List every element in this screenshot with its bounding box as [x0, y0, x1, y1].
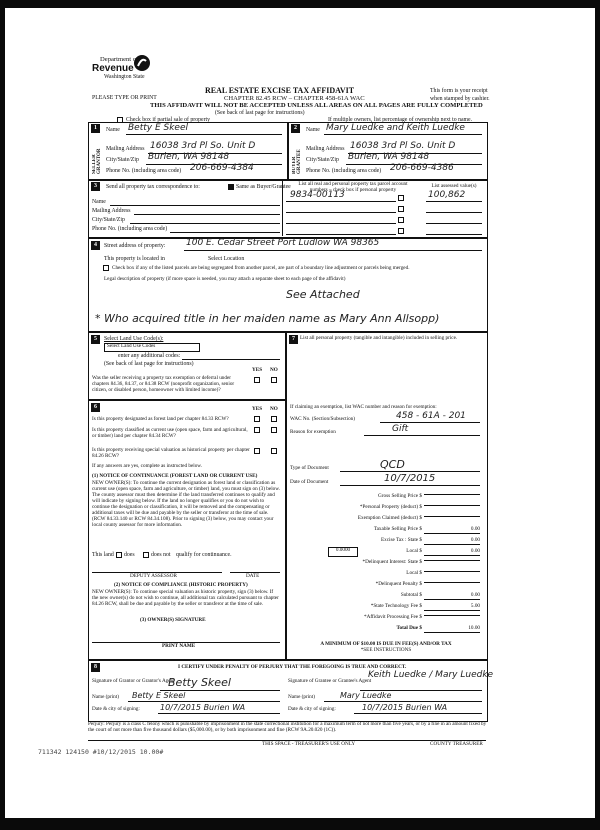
personal-property-deduct-value[interactable] — [424, 505, 480, 506]
gross-selling-label: Gross Selling Price $ — [378, 493, 422, 499]
local-rate-field[interactable]: 0.0000 — [328, 547, 358, 557]
gross-selling-value[interactable] — [424, 494, 480, 495]
additional-codes-line — [182, 359, 280, 360]
grantee-sig-label: Signature of Grantee or Grantee's Agent — [288, 678, 372, 684]
this-land-label: This land — [92, 552, 114, 558]
delinquent-interest-state-label: *Delinquent Interest: State $ — [362, 559, 422, 565]
date-doc-line — [340, 485, 480, 486]
receipt-note-2: when stamped by cashier. — [430, 96, 490, 102]
historic-yes-checkbox[interactable] — [254, 448, 260, 454]
maiden-name-note: * Who acquired title in her maiden name as Mary Ann Allsopp) — [95, 312, 440, 325]
buyer-mailing-value[interactable]: 16038 3rd Pl So. Unit D — [350, 141, 456, 151]
buyer-city-label: City/State/Zip — [306, 157, 339, 163]
assessed-line-3 — [426, 223, 482, 224]
street-address-value[interactable]: 100 E. Cedar Street Port Ludlow WA 98365 — [186, 238, 380, 248]
grantor-sig-label: Signature of Grantor or Grantor's Agent — [92, 678, 175, 684]
reason-line — [364, 435, 480, 436]
footer-rule — [88, 740, 486, 741]
deputy-assessor-label: DEPUTY ASSESSOR — [130, 573, 177, 579]
multiple-owners-note: If multiple owners, list percentage of ownership next to name. — [328, 117, 473, 123]
forest-no-checkbox[interactable] — [271, 416, 277, 422]
date-doc-value[interactable]: 10/7/2015 — [384, 473, 436, 484]
buyer-name-label: Name — [306, 127, 320, 133]
reason-label: Reason for exemption — [290, 429, 336, 435]
send-name-label: Name — [92, 199, 106, 205]
parcel-header-2: numbers – check box if personal property — [309, 187, 397, 193]
parcel-line-3 — [286, 223, 396, 224]
buyer-phone-label: Phone No. (including area code) — [306, 168, 382, 174]
sec5-no-checkbox[interactable] — [271, 377, 277, 383]
grantee-signature[interactable]: Keith Luedke / Mary Luedke — [368, 670, 494, 680]
parcel-header-1: List all real and personal property tax parcel account — [298, 181, 408, 187]
scan-left-edge — [0, 0, 5, 830]
receipt-note-1: This form is your receipt — [430, 88, 488, 94]
segregated-checkbox[interactable] — [103, 265, 109, 271]
grantor-date-value[interactable]: 10/7/2015 Burien WA — [160, 703, 246, 712]
buyer-name-value[interactable]: Mary Luedke and Keith Luedke — [326, 123, 465, 133]
county-treasurer-label: COUNTY TREASURER — [430, 741, 483, 747]
personal-property-deduct-label: *Personal Property (deduct) $ — [359, 504, 422, 510]
seller-name-value[interactable]: Betty E Skeel — [128, 123, 189, 133]
date-doc-label: Date of Document — [290, 479, 329, 485]
land-use-label: Select Land Use Code(s): — [104, 336, 164, 342]
exemption-claimed-value[interactable] — [424, 516, 480, 517]
print-name-label: PRINT NAME — [162, 643, 196, 649]
subtotal-label: Subtotal $ — [400, 592, 422, 598]
certify-statement: I CERTIFY UNDER PENALTY OF PERJURY THAT THE FOREGOING IS TRUE AND CORRECT. — [178, 664, 407, 670]
seller-side-label: SELLER GRANTOR — [92, 148, 102, 174]
sec5-no-header: NO — [270, 367, 278, 373]
technology-fee-label: *State Technology Fee $ — [370, 603, 422, 609]
send-mailing-label: Mailing Address — [92, 208, 131, 214]
buyer-side-label: BUYER GRANTEE — [292, 149, 302, 174]
treasurer-stamp: 711342 124150 #10/12/2015 10.00# — [38, 748, 164, 756]
land-use-select[interactable]: Select Land Use Codes — [104, 343, 200, 352]
dept-line1: Department of — [100, 56, 139, 63]
assessor-date-label: DATE — [246, 573, 260, 579]
located-in-label: This property is located in — [104, 256, 165, 262]
seller-city-label: City/State/Zip — [106, 157, 139, 163]
legal-description-label: Legal description of property (if more space is needed, you may attach a separate sheet to each page of the affidavit) — [104, 276, 346, 282]
total-due-value: 10.00 — [424, 626, 480, 633]
buyer-name-line — [324, 134, 482, 135]
seller-name-label: Name — [106, 127, 120, 133]
seller-city-value[interactable]: Burien, WA 98148 — [148, 152, 230, 162]
current-use-yes-checkbox[interactable] — [254, 427, 260, 433]
seller-mailing-label: Mailing Address — [106, 146, 145, 152]
assessed-line-2 — [426, 212, 482, 213]
section-number-6: 6 — [91, 403, 100, 412]
delinquent-interest-state-value[interactable] — [424, 560, 480, 561]
forest-yes-checkbox[interactable] — [254, 416, 260, 422]
type-doc-line — [340, 471, 480, 472]
chapter-line: CHAPTER 82.45 RCW – CHAPTER 458-61A WAC — [224, 95, 365, 102]
current-use-question: Is this property classified as current use (open space, farm and agricultural, or timber) land per chapter 84.34 RCW? — [92, 427, 248, 439]
assessed-line-4 — [426, 234, 482, 235]
section-number-7: 7 — [289, 335, 298, 344]
grantee-date-line — [354, 713, 482, 714]
notice-continuance-body: NEW OWNER(S): To continue the current designation as forest land or classification as current use (open space, farm and agriculture, or timber) land, you must sign on (3) below. The county assessor must then determine if the land transferred continues to qualify and will indicate by signing below. If the land no longer qualifies or you do not wish to continue the designation or classification, it will be removed and the compensating or additional taxes will be due and payable by the seller or transferor at the time of sale. (RCW 84.33.140 or RCW 84.34.108). Prior to signing (3) below, you may contact your local county assessor for more information. — [92, 480, 280, 528]
wac-label: WAC No. (Section/Subsection) — [290, 416, 355, 422]
taxable-price-value: 0.00 — [424, 527, 480, 534]
seller-phone-label: Phone No. (including area code) — [106, 168, 182, 174]
see-back-line: (See back of last page for instructions) — [215, 110, 305, 116]
assessed-value[interactable]: 100,862 — [428, 190, 466, 200]
grantor-name-line — [128, 701, 280, 702]
processing-fee-label: *Affidavit Processing Fee $ — [364, 614, 422, 620]
buyer-phone-value[interactable]: 206-669-4386 — [390, 163, 454, 173]
personal-property-checkbox-1[interactable] — [398, 195, 404, 201]
section-number-4: 4 — [91, 241, 100, 250]
land-use-see-back: (See back of last page for instructions) — [104, 361, 194, 367]
subtotal-value: 0.00 — [424, 593, 480, 600]
buyer-mailing-label: Mailing Address — [306, 146, 345, 152]
personal-property-checkbox-2[interactable] — [398, 206, 404, 212]
treasurer-use-label: THIS SPACE - TREASURER'S USE ONLY — [262, 741, 356, 747]
scan-top-edge — [0, 0, 600, 8]
personal-property-label: List all personal property (tangible and intangible) included in selling price. — [300, 335, 458, 341]
sec5-yes-checkbox[interactable] — [254, 377, 260, 383]
parcel-line-2 — [286, 212, 396, 213]
grantee-date-label: Date & city of signing: — [288, 706, 336, 712]
parcel-value[interactable]: 9834-00113 — [290, 190, 345, 200]
minimum-due-note: A MINIMUM OF $10.00 IS DUE IN FEE(S) AND/OR TAX — [320, 641, 452, 647]
sec6-no-header: NO — [270, 406, 278, 412]
historic-no-checkbox[interactable] — [271, 448, 277, 454]
seller-mailing-value[interactable]: 16038 3rd Pl So. Unit D — [150, 141, 256, 151]
street-address-label: Street address of property: — [104, 243, 166, 249]
send-city-label: City/State/Zip — [92, 217, 125, 223]
page-title: REAL ESTATE EXCISE TAX AFFIDAVIT — [205, 86, 355, 95]
segregated-label: Check box if any of the listed parcels are being segregated from another parcel, are part of a boundary line adjustment or parcels being merged. — [112, 265, 410, 271]
notice-compliance-body: NEW OWNER(S): To continue special valuation as historic property, sign (3) below. If the new owner(s) do not wish to continue, all additional tax calculated pursuant to chapter 84.26 RCW, shall be due and payable by the seller or transferor at the time of sale. — [92, 589, 279, 607]
land-does-not-label: does not — [151, 552, 171, 558]
send-name-line — [110, 205, 280, 206]
send-mailing-line — [134, 214, 280, 215]
delinquent-interest-local-label: Local $ — [406, 570, 422, 576]
same-as-buyer-label: Same as Buyer/Grantee — [236, 184, 291, 190]
qualify-label: qualify for continuance. — [176, 552, 232, 558]
grantee-name-line — [324, 701, 482, 702]
delinquent-penalty-value[interactable] — [424, 582, 480, 583]
delinquent-penalty-label: *Delinquent Penalty $ — [375, 581, 422, 587]
sec5-yes-header: YES — [252, 367, 263, 373]
see-instructions-note: *SEE INSTRUCTIONS — [360, 647, 412, 653]
grantor-signature[interactable]: Betty Skeel — [168, 676, 231, 689]
forest-land-question: Is this property designated as forest land per chapter 84.33 RCW? — [92, 416, 229, 422]
reason-value[interactable]: Gift — [392, 424, 409, 434]
street-address-line — [184, 250, 482, 251]
send-to-label: Send all property tax correspondence to: — [106, 184, 200, 190]
excise-local-label: Local $ — [406, 548, 422, 554]
tax-exemption-question: Was the seller receiving a property tax exemption or deferral under chapters 84.36, 84.37, or 84.38 RCW (nonprofit organization, senior citizen, or disabled person, homeowner with limited income)? — [92, 375, 235, 393]
dept-line2: Revenue — [92, 63, 134, 74]
current-use-no-checkbox[interactable] — [271, 427, 277, 433]
sec6-yes-header: YES — [252, 406, 263, 412]
seller-name-line — [126, 134, 282, 135]
grantor-name-value[interactable]: Betty E Skeel — [132, 691, 186, 700]
send-phone-label: Phone No. (including area code) — [92, 226, 168, 232]
grantor-name-label: Name (print) — [92, 694, 119, 700]
excise-local-value: 0.00 — [424, 549, 480, 556]
additional-codes-label: enter any additional codes: — [118, 353, 181, 359]
personal-property-checkbox-3[interactable] — [398, 217, 404, 223]
grantor-date-line — [158, 713, 280, 714]
see-attached-value[interactable]: See Attached — [286, 288, 360, 301]
land-does-checkbox[interactable] — [116, 552, 122, 558]
land-does-not-checkbox[interactable] — [143, 552, 149, 558]
same-as-buyer-checkbox[interactable] — [228, 184, 234, 190]
grantee-name-value[interactable]: Mary Luedke — [340, 691, 392, 700]
notice-compliance-title: (2) NOTICE OF COMPLIANCE (HISTORIC PROPERTY) — [114, 582, 248, 588]
section-number-8: 8 — [91, 663, 100, 672]
total-due-label: Total Due $ — [396, 625, 422, 631]
section-number-5: 5 — [91, 335, 100, 344]
assessed-header: List assessed value(s) — [431, 183, 477, 189]
wac-line — [380, 422, 480, 423]
exemption-claimed-label: Exemption Claimed (deduct) $ — [357, 515, 422, 521]
historic-question: Is this property receiving special valuation as historical property per chapter 84.26 RCW? — [92, 447, 250, 459]
parcel-line-1 — [286, 201, 396, 202]
send-city-line — [130, 223, 280, 224]
parcel-line-4 — [286, 234, 396, 235]
if-any-yes: If any answers are yes, complete as instructed below. — [92, 463, 203, 469]
section-number-2: 2 — [291, 124, 300, 133]
section-number-1: 1 — [91, 124, 100, 133]
buyer-city-value[interactable]: Burien, WA 98148 — [348, 152, 430, 162]
land-does-label: does — [124, 552, 135, 558]
excise-state-value: 0.00 — [424, 538, 480, 545]
please-type: PLEASE TYPE OR PRINT — [92, 95, 157, 101]
assessed-line-1 — [426, 201, 482, 202]
send-phone-line — [170, 232, 280, 233]
personal-property-checkbox-4[interactable] — [398, 228, 404, 234]
delinquent-interest-local-value[interactable] — [424, 571, 480, 572]
type-doc-value[interactable]: QCD — [380, 458, 405, 471]
select-location-dropdown[interactable]: Select Location — [208, 256, 245, 262]
exemption-claim-label: If claiming an exemption, list WAC number and reason for exemption: — [290, 404, 437, 410]
owner-signature-label: (3) OWNER(S) SIGNATURE — [140, 617, 206, 623]
scan-bottom-edge — [0, 818, 600, 830]
dept-line3: Washington State — [104, 74, 145, 80]
grantee-date-value[interactable]: 10/7/2015 Burien WA — [362, 703, 448, 712]
grantor-date-label: Date & city of signing: — [92, 706, 140, 712]
perjury-statement: Perjury: Perjury is a class C felony which is punishable by imprisonment in the state correctional institution for a maximum term of not more than five years, or by a fine in an amount fixed by the court of not more than five thousand dollars ($5,000.00), or by both imprisonment and fine (RCW 9A.20.020 (1C)). — [88, 721, 487, 733]
technology-fee-value: 5.00 — [424, 604, 480, 611]
processing-fee-value[interactable] — [424, 615, 480, 616]
seller-phone-value[interactable]: 206-669-4384 — [190, 163, 254, 173]
notice-continuance-title: (1) NOTICE OF CONTINUANCE (FOREST LAND OR CURRENT USE) — [92, 473, 258, 479]
warning-line: THIS AFFIDAVIT WILL NOT BE ACCEPTED UNLESS ALL AREAS ON ALL PAGES ARE FULLY COMPLETED — [150, 102, 483, 109]
grantee-name-label: Name (print) — [288, 694, 315, 700]
section-number-3: 3 — [91, 182, 100, 191]
taxable-price-label: Taxable Selling Price $ — [373, 526, 422, 532]
scan-right-edge — [595, 0, 600, 830]
excise-state-label: Excise Tax : State $ — [380, 537, 422, 543]
type-doc-label: Type of Document — [290, 465, 329, 471]
section-3-divider — [282, 180, 283, 236]
wac-value[interactable]: 458 - 61A - 201 — [396, 411, 466, 421]
partial-sale-label: Check box if partial sale of property — [126, 117, 211, 123]
